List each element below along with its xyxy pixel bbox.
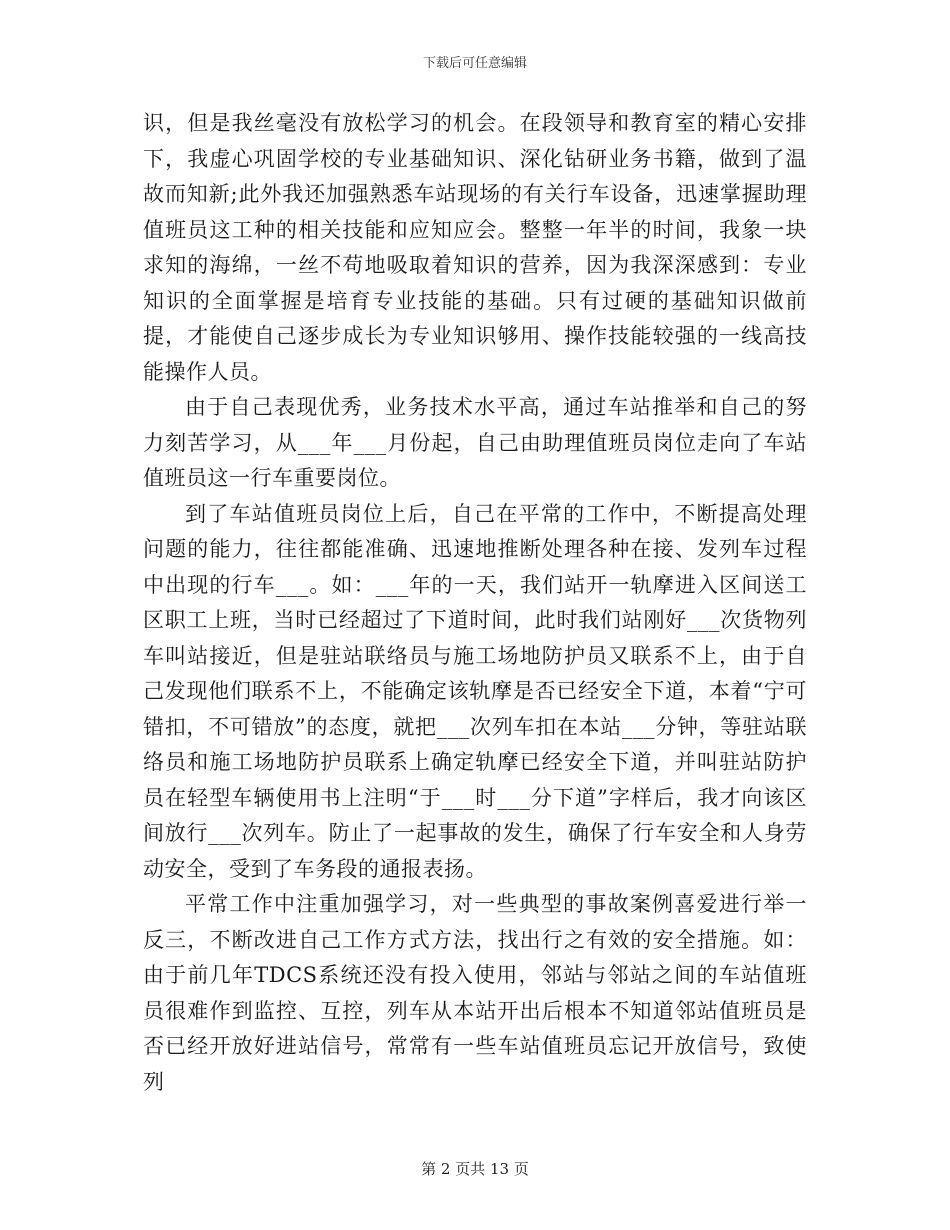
document-body bbox=[143, 106, 807, 1100]
paragraph-4: 平常工作中注重加强学习，对一些典型的事故案例喜爱进行举一反三，不断改进自己工作方式方法，找出行之有效的安全措施。如：由于前几年TDCS系统还没有投入使用，邻站与邻站之间的车站值班员很难作到监控、互控，列车从本站开出后根本不知道邻站值班员是否已经开放好进站信号，常常有一些车站值班员忘记开放信号，致使列 bbox=[143, 892, 807, 1094]
paragraph-2: 由于自己表现优秀，业务技术水平高，通过车站推举和自己的努力刻苦学习，从___年___月份起，自己由助理值班员岗位走向了车站值班员这一行车重要岗位。 bbox=[143, 395, 807, 490]
page-header: 下载后可任意编辑 bbox=[422, 56, 527, 71]
paragraph-3: 到了车站值班员岗位上后，自己在平常的工作中，不断提高处理问题的能力，往往都能准确、迅速地推断处理各种在接、发列车过程中出现的行车___。如：___年的一天，我们站开一轨摩进入区间送工区职工上班，当时已经超过了下道时间，此时我们站刚好___次货物列车叫站接近，但是驻站联络员与施工场地防护员又联系不上，由于自己发现他们联系不上，不能确定该轨摩是否已经安全下道，本着“宁可错扣，不可错放”的态度，就把___次列车扣在本站___分钟，等驻站联络员和施工场地防护员联系上确定轨摩已经安全下道，并叫驻站防护员在轻型车辆使用书上注明“于___时___分下道”字样后，我才向该区间放行___次列车。防止了一起事故的发生，确保了行车安全和人身劳动安全，受到了车务段的通报表扬。 bbox=[143, 501, 807, 881]
paragraph-1: 识，但是我丝毫没有放松学习的机会。在段领导和教育室的精心安排下，我虚心巩固学校的专业基础知识、深化钻研业务书籍，做到了温故而知新;此外我还加强熟悉车站现场的有关行车设备，迅速掌握助理值班员这工种的相关技能和应知应会。整整一年半的时间，我象一块求知的海绵，一丝不苟地吸取着知识的营养，因为我深深感到：专业知识的全面掌握是培育专业技能的基础。只有过硬的基础知识做前提，才能使自己逐步成长为专业知识够用、操作技能较强的一线高技能操作人员。 bbox=[143, 111, 807, 384]
page-footer: 第 2 页共 13 页 bbox=[421, 1160, 529, 1178]
